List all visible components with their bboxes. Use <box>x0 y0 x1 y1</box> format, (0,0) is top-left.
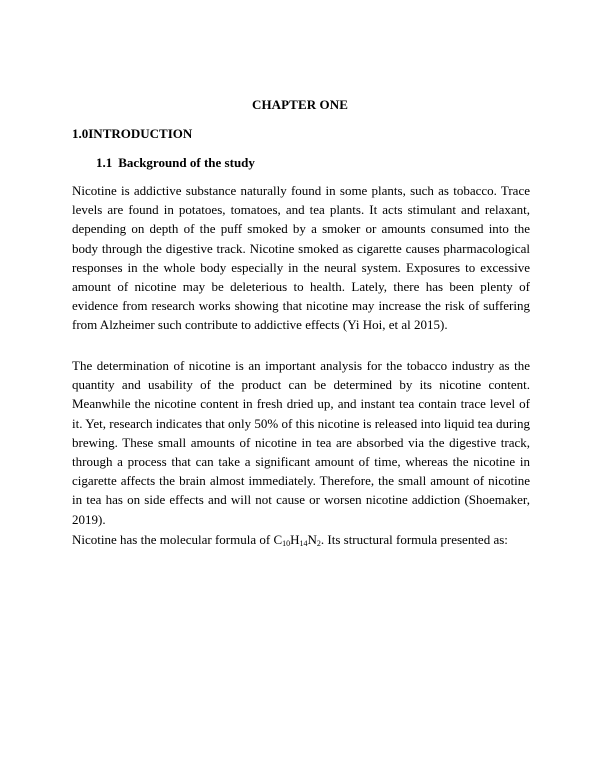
formula-nitrogen-count: 2 <box>316 539 321 548</box>
subsection-title: Background of the study <box>118 155 255 170</box>
subsection-number: 1.1 <box>96 155 113 170</box>
formula-hydrogen: H <box>290 532 300 547</box>
chapter-title: CHAPTER ONE <box>251 97 349 112</box>
formula-suffix: . Its structural formula presented as: <box>320 532 508 547</box>
paragraph-nicotine-overview: Nicotine is addictive substance naturally found in some plants, such as tobacco. Trace levels are found in potatoes, tomatoes, and tea plants. It acts stimulant and relaxant, depending on depth of the puff smoked by a smoker or amounts consumed into the body through the digestive track. Nicotine smoked as cigarette causes pharmacological responses in the whole body especially in the neural system. Exposures to excessive amount of nicotine may be deleterious to health. Lately, there has been plenty of evidence from research works showing that nicotine may increase the risk of suffering from Alzheimer such contribute to addictive effects (Yi Hoi, et al 2015). <box>72 183 530 333</box>
section-heading <box>72 126 192 142</box>
subsection-heading <box>96 155 255 171</box>
formula-hydrogen-count: 14 <box>299 539 308 548</box>
paragraph-nicotine-determination: The determination of nicotine is an important analysis for the tobacco industry as the quantity and usability of the product can be determined by its nicotine content. Meanwhile the nicotine content in fresh dried up, and instant tea contain trace level of it. Yet, research indicates that only 50% of this nicotine is released into liquid tea during brewing. These small amounts of nicotine in tea are absorbed via the digestive track, through a process that can take a significant amount of time, whereas the nicotine in cigarette affects the brain almost immediately. Therefore, the small amount of nicotine in tea has on side effects and will not cause or worsen nicotine addiction (Shoemaker, 2019). <box>72 358 530 527</box>
formula-prefix: Nicotine has the molecular formula of <box>72 532 274 547</box>
section-number: 1.0 <box>72 126 89 141</box>
molecular-formula <box>273 532 320 547</box>
formula-carbon: C <box>273 532 283 547</box>
formula-nitrogen: N <box>307 532 317 547</box>
formula-carbon-count: 10 <box>282 539 291 548</box>
paragraph-molecular-formula <box>72 530 530 549</box>
section-title: INTRODUCTION <box>88 126 193 141</box>
